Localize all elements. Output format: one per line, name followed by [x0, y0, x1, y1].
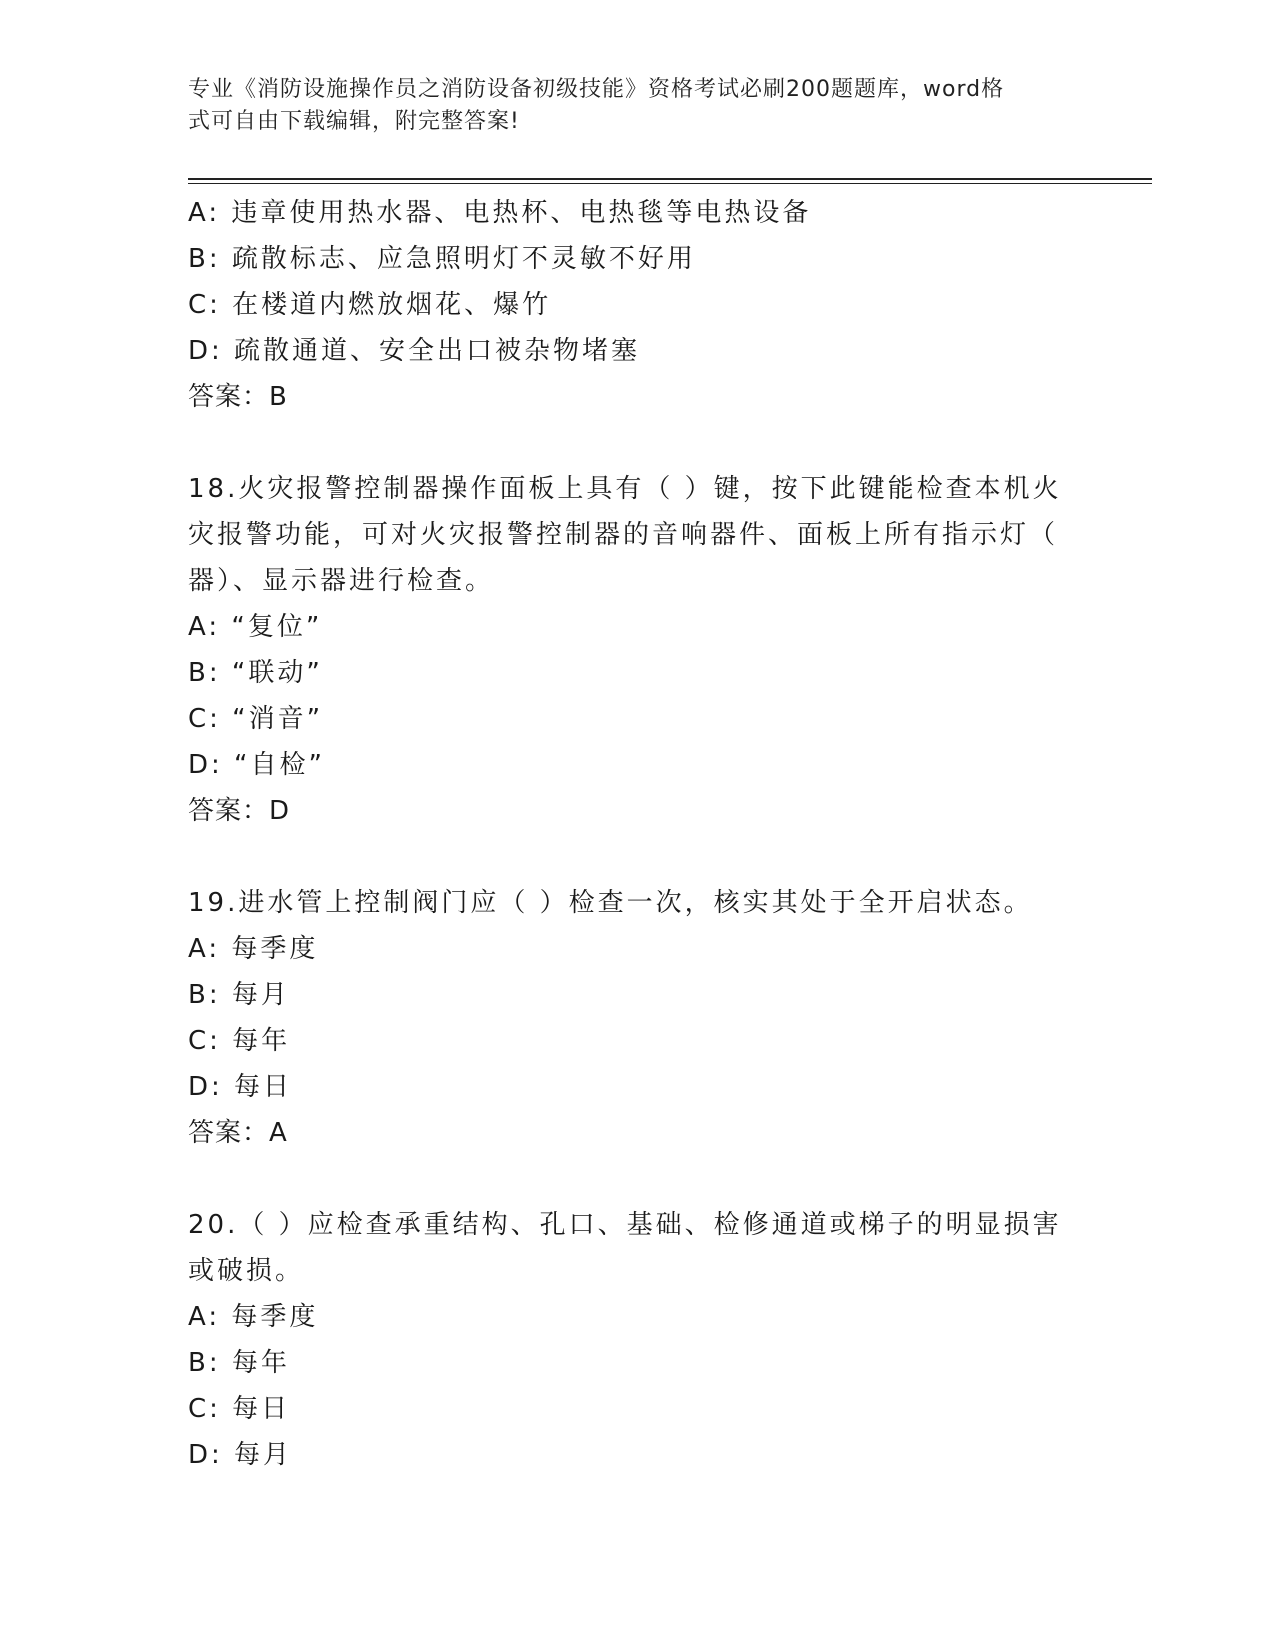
- option-c: C: 每年: [188, 1026, 291, 1056]
- header-line-1: 专业《消防设施操作员之消防设备初级技能》资格考试必刷200题题库，word格: [188, 77, 1005, 102]
- question-text-line: 或破损。: [188, 1256, 305, 1286]
- question-19: [188, 880, 1088, 1156]
- option-c: C: 每日: [188, 1394, 291, 1424]
- question-text-line: 灾报警功能，可对火灾报警控制器的音响器件、面板上所有指示灯（: [188, 520, 1059, 550]
- option-d: D: 每日: [188, 1072, 293, 1102]
- option-a: A: 每季度: [188, 934, 319, 964]
- question-18: [188, 466, 1088, 834]
- option-a: A: 每季度: [188, 1302, 319, 1332]
- header-line-2: 式可自由下载编辑，附完整答案!: [188, 109, 520, 134]
- question-20: [188, 1202, 1088, 1478]
- header-divider-thick: [188, 178, 1152, 180]
- option-a: A: “复位”: [188, 612, 323, 642]
- question-list: [188, 190, 1088, 1478]
- answer-line: 答案：B: [188, 382, 288, 412]
- answer-line: 答案：D: [188, 796, 291, 826]
- option-c: C: 在楼道内燃放烟花、爆竹: [188, 290, 552, 320]
- answer-line: 答案：A: [188, 1118, 288, 1148]
- question-text-line: 19.进水管上控制阀门应（ ）检查一次，核实其处于全开启状态。: [188, 888, 1033, 918]
- question-17: [188, 190, 1088, 420]
- option-c: C: “消音”: [188, 704, 324, 734]
- question-text-line: 器）、显示器进行检查。: [188, 566, 495, 596]
- option-b: B: 每月: [188, 980, 290, 1010]
- option-b: B: 每年: [188, 1348, 290, 1378]
- question-text-line: 20.（ ）应检查承重结构、孔口、基础、检修通道或梯子的明显损害: [188, 1210, 1062, 1240]
- option-b: B: “联动”: [188, 658, 323, 688]
- option-d: D: 疏散通道、安全出口被杂物堵塞: [188, 336, 641, 366]
- option-a: A: 违章使用热水器、电热杯、电热毯等电热设备: [188, 198, 812, 228]
- header-divider-thin: [188, 183, 1152, 184]
- document-header: [188, 74, 1068, 138]
- question-text-line: 18.火灾报警控制器操作面板上具有（ ）键，按下此键能检查本机火: [188, 474, 1062, 504]
- option-d: D: “自检”: [188, 750, 325, 780]
- option-b: B: 疏散标志、应急照明灯不灵敏不好用: [188, 244, 696, 274]
- option-d: D: 每月: [188, 1440, 293, 1470]
